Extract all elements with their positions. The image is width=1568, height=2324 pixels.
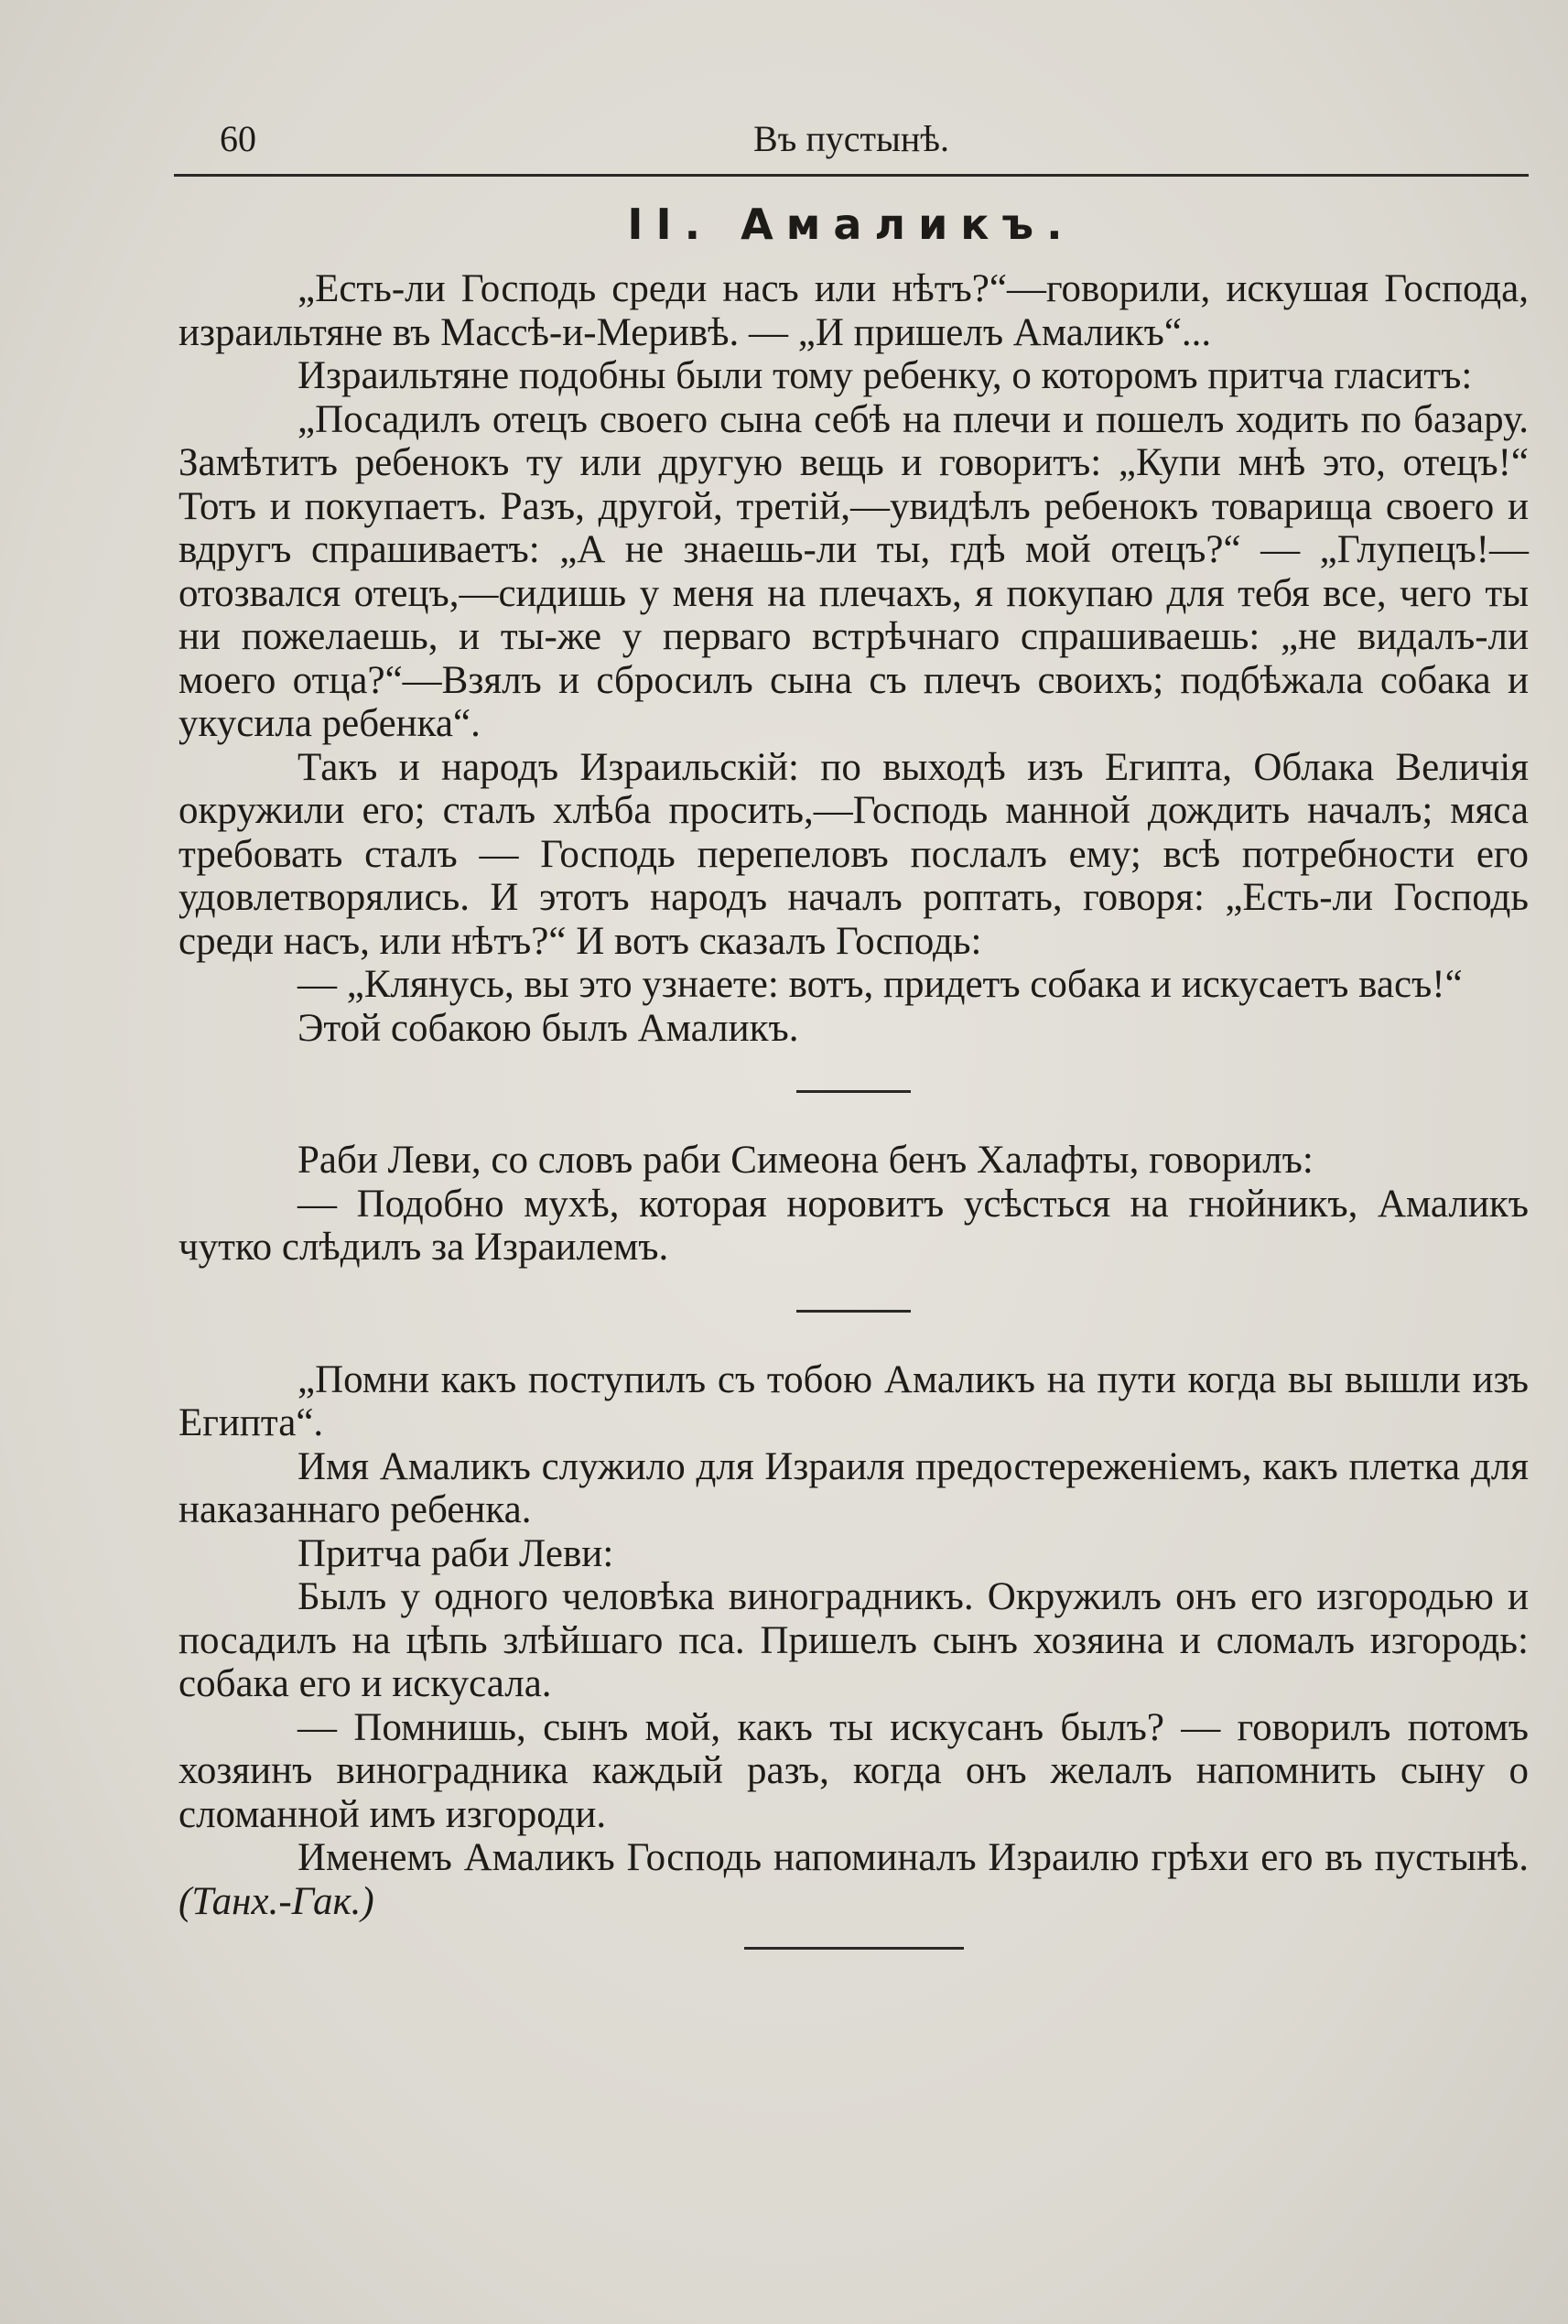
paragraph: — Помнишь, сынъ мой, какъ ты искусанъ былъ? — говорилъ потомъ хозяинъ виноградника каждый разъ, когда онъ желалъ напомнить сыну о сломанной имъ изгороди. xyxy=(178,1705,1529,1836)
paragraph: „Есть-ли Господь среди насъ или нѣтъ?“—говорили, искушая Господа, израильтяне въ Массѣ-и-Меривѣ. — „И пришелъ Амаликъ“... xyxy=(178,267,1529,354)
paragraph-text: Именемъ Амаликъ Господь напоминалъ Израилю грѣхи его въ пустынѣ. xyxy=(297,1836,1529,1879)
body-text xyxy=(178,267,1529,1950)
paragraph: Израильтяне подобны были тому ребенку, о которомъ притча гласитъ: xyxy=(297,354,1473,397)
paragraph: Притча раби Леви: xyxy=(297,1531,614,1575)
paragraph: — „Клянусь, вы это узнаете: вотъ, придетъ собака и искусаетъ васъ!“ xyxy=(297,963,1463,1006)
paragraph: Имя Амаликъ служило для Израиля предостереженіемъ, какъ плетка для наказаннаго ребенка. xyxy=(178,1444,1529,1531)
source-citation: (Танх.-Гак.) xyxy=(178,1879,374,1923)
paragraph: „Посадилъ отецъ своего сына себѣ на плечи и пошелъ ходить по базару. Замѣтитъ ребенокъ ту или другую вещь и говоритъ: „Купи мнѣ это, отецъ!“ Тотъ и покупаетъ. Разъ, другой, третій,—увидѣлъ ребенокъ товарища своего и вдругъ спрашиваетъ: „А не знаешь-ли ты, гдѣ мой отецъ?“ — „Глупецъ!—отозвался отецъ,—сидишь у меня на плечахъ, я покупаю для тебя все, чего ты ни пожелаешь, и ты-же у перваго встрѣчнаго спрашиваешь: „не видалъ-ли моего отца?“—Взялъ и сбросилъ сына съ плечъ своихъ; подбѣжала собака и укусила ребенка“. xyxy=(178,397,1529,745)
page-header xyxy=(174,117,1529,172)
section-separator xyxy=(796,1310,911,1313)
paragraph: Этой собакою былъ Амаликъ. xyxy=(297,1006,799,1050)
running-title: Въ пустынѣ. xyxy=(752,118,949,159)
paragraph xyxy=(178,1836,1529,1923)
paragraph: — Подобно мухѣ, которая норовитъ усѣсться на гнойникъ, Амаликъ чутко слѣдилъ за Израилемъ. xyxy=(178,1182,1529,1269)
paragraph: Такъ и народъ Израильскій: по выходѣ изъ Египта, Облака Величія окружили его; сталъ хлѣба просить,—Господь манной дождить началъ; мяса требовать сталъ — Господь перепеловъ послалъ ему; всѣ потребности его удовлетворялись. И этотъ народъ началъ роптать, говоря: „Есть-ли Господь среди насъ, или нѣтъ?“ И вотъ сказалъ Господь: xyxy=(178,745,1529,963)
header-rule xyxy=(174,174,1529,177)
paragraph: „Помни какъ поступилъ съ тобою Амаликъ на пути когда вы вышли изъ Египта“. xyxy=(178,1357,1529,1444)
page-number: 60 xyxy=(220,118,256,159)
paragraph: Былъ у одного человѣка виноградникъ. Окружилъ онъ его изгородью и посадилъ на цѣпь злѣйшаго пса. Пришелъ сынъ хозяина и сломалъ изгородь: собака его и искусала. xyxy=(178,1575,1529,1705)
section-separator xyxy=(796,1090,911,1093)
chapter-title: II. Амаликъ. xyxy=(627,200,1076,249)
paragraph: Раби Леви, со словъ раби Симеона бенъ Халафты, говорилъ: xyxy=(297,1139,1314,1182)
end-rule xyxy=(744,1947,964,1950)
